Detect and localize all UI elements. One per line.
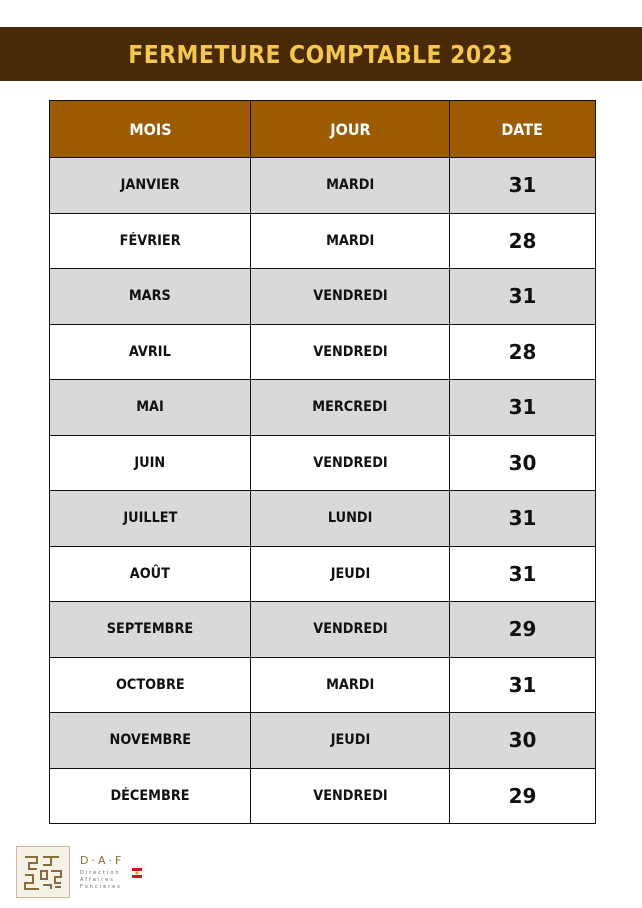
cell-date: 31 bbox=[450, 491, 596, 547]
cell-date: 29 bbox=[450, 602, 596, 658]
cell-date: 31 bbox=[450, 657, 596, 713]
cell-jour: VENDREDI bbox=[251, 435, 450, 491]
column-header-mois: MOIS bbox=[50, 101, 251, 158]
polynesia-flag-icon bbox=[132, 865, 142, 883]
logo-line: Affaires bbox=[80, 876, 115, 883]
column-header-date: DATE bbox=[450, 101, 596, 158]
logo-line: Foncières bbox=[80, 883, 122, 890]
cell-date: 29 bbox=[450, 768, 596, 824]
cell-mois: SEPTEMBRE bbox=[50, 602, 251, 658]
table-row bbox=[50, 213, 596, 269]
page-title: FERMETURE COMPTABLE 2023 bbox=[128, 39, 514, 69]
cell-jour: VENDREDI bbox=[251, 768, 450, 824]
table-row bbox=[50, 546, 596, 602]
cell-jour: MERCREDI bbox=[251, 380, 450, 436]
table-row bbox=[50, 269, 596, 325]
table-row bbox=[50, 324, 596, 380]
cell-date: 28 bbox=[450, 324, 596, 380]
daf-logo-text bbox=[80, 854, 124, 891]
cell-mois: MAI bbox=[50, 380, 251, 436]
cell-jour: VENDREDI bbox=[251, 269, 450, 325]
cell-jour: MARDI bbox=[251, 213, 450, 269]
cell-jour: MARDI bbox=[251, 158, 450, 214]
closing-calendar-table bbox=[49, 100, 596, 824]
daf-logo bbox=[16, 846, 142, 898]
cell-mois: JANVIER bbox=[50, 158, 251, 214]
cell-date: 28 bbox=[450, 213, 596, 269]
column-header-jour: JOUR bbox=[251, 101, 450, 158]
cell-jour: LUNDI bbox=[251, 491, 450, 547]
cell-mois: NOVEMBRE bbox=[50, 713, 251, 769]
table-row bbox=[50, 602, 596, 658]
cell-mois: DÉCEMBRE bbox=[50, 768, 251, 824]
cell-jour: VENDREDI bbox=[251, 602, 450, 658]
logo-line: Direction bbox=[80, 869, 121, 876]
logo-acronym: D·A·F bbox=[80, 853, 125, 867]
cell-date: 30 bbox=[450, 713, 596, 769]
cell-jour: JEUDI bbox=[251, 713, 450, 769]
cell-mois: MARS bbox=[50, 269, 251, 325]
table-row bbox=[50, 491, 596, 547]
table-row bbox=[50, 158, 596, 214]
daf-emblem-icon bbox=[16, 846, 70, 898]
cell-date: 30 bbox=[450, 435, 596, 491]
cell-mois: OCTOBRE bbox=[50, 657, 251, 713]
cell-date: 31 bbox=[450, 546, 596, 602]
cell-jour: JEUDI bbox=[251, 546, 450, 602]
cell-date: 31 bbox=[450, 269, 596, 325]
cell-date: 31 bbox=[450, 380, 596, 436]
table-row bbox=[50, 768, 596, 824]
table-header-row bbox=[50, 101, 596, 158]
table-row bbox=[50, 713, 596, 769]
cell-mois: JUILLET bbox=[50, 491, 251, 547]
cell-date: 31 bbox=[450, 158, 596, 214]
cell-mois: AVRIL bbox=[50, 324, 251, 380]
title-banner bbox=[0, 27, 642, 81]
table-row bbox=[50, 657, 596, 713]
cell-jour: VENDREDI bbox=[251, 324, 450, 380]
table-row bbox=[50, 435, 596, 491]
cell-jour: MARDI bbox=[251, 657, 450, 713]
cell-mois: AOÛT bbox=[50, 546, 251, 602]
cell-mois: FÉVRIER bbox=[50, 213, 251, 269]
table-row bbox=[50, 380, 596, 436]
cell-mois: JUIN bbox=[50, 435, 251, 491]
